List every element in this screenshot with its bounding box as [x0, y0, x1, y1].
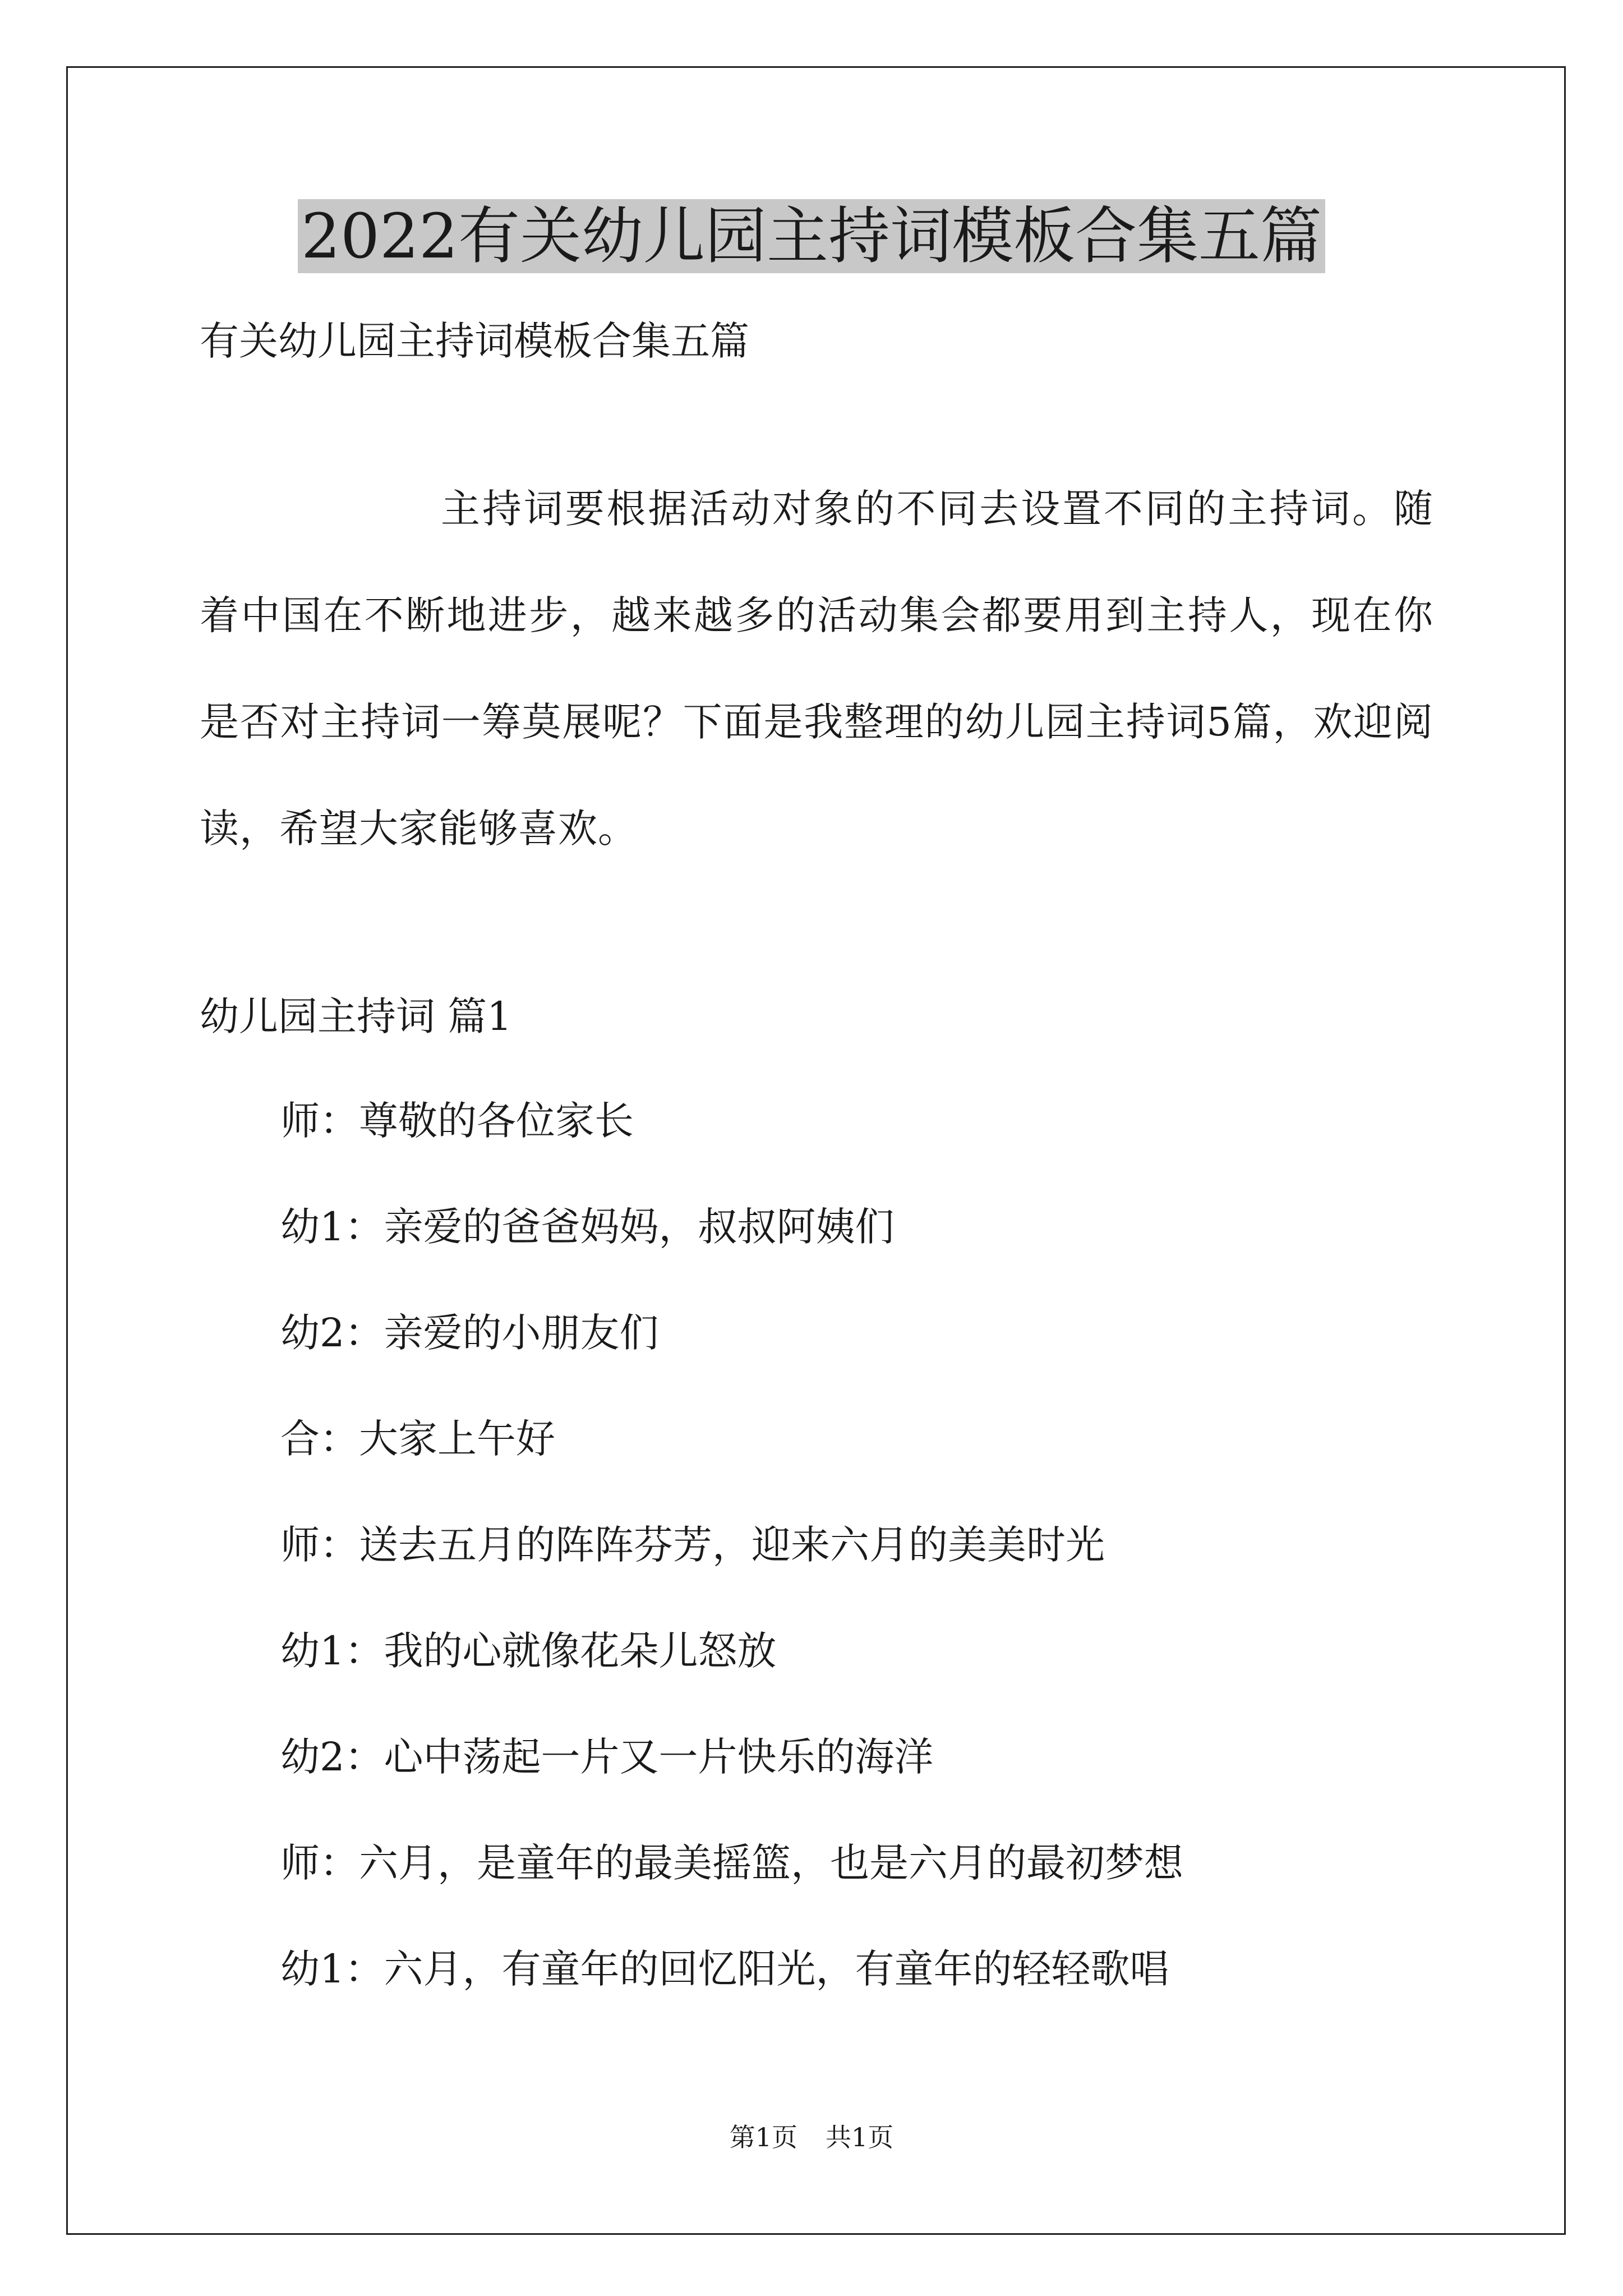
section-heading: 幼儿园主持词 篇1: [200, 993, 512, 1039]
dialogue-line: 幼2：心中荡起一片又一片快乐的海洋: [280, 1734, 934, 1780]
dialogue-line: 合：大家上午好: [280, 1416, 555, 1462]
page-number: 第1页: [729, 2122, 797, 2152]
dialogue-list: [280, 1093, 1183, 2047]
intro-paragraph: 主持词要根据活动对象的不同去设置不同的主持词。随着中国在不断地进步，越来越多的活动集会都要用到主持人，现在你是否对主持词一筹莫展呢？下面是我整理的幼儿园主持词5篇，欢迎阅读，希望大家能够喜欢。: [200, 486, 1433, 852]
document-subtitle: 有关幼儿园主持词模板合集五篇: [200, 318, 749, 364]
dialogue-line: 师：六月，是童年的最美摇篮，也是六月的最初梦想: [280, 1840, 1183, 1886]
page-total: 共1页: [826, 2122, 894, 2152]
page-footer: [0, 2120, 1623, 2154]
document-title: [0, 200, 1623, 273]
document-title-text: 2022有关幼儿园主持词模板合集五篇: [298, 199, 1325, 273]
dialogue-line: 师：送去五月的阵阵芬芳，迎来六月的美美时光: [280, 1522, 1105, 1568]
dialogue-line: 幼1：我的心就像花朵儿怒放: [280, 1628, 777, 1674]
dialogue-line: 幼1：亲爱的爸爸妈妈，叔叔阿姨们: [280, 1204, 895, 1250]
dialogue-line: 幼2：亲爱的小朋友们: [280, 1310, 659, 1356]
dialogue-line: 幼1：六月，有童年的回忆阳光，有童年的轻轻歌唱: [280, 1946, 1169, 1992]
dialogue-line: 师：尊敬的各位家长: [280, 1098, 634, 1144]
